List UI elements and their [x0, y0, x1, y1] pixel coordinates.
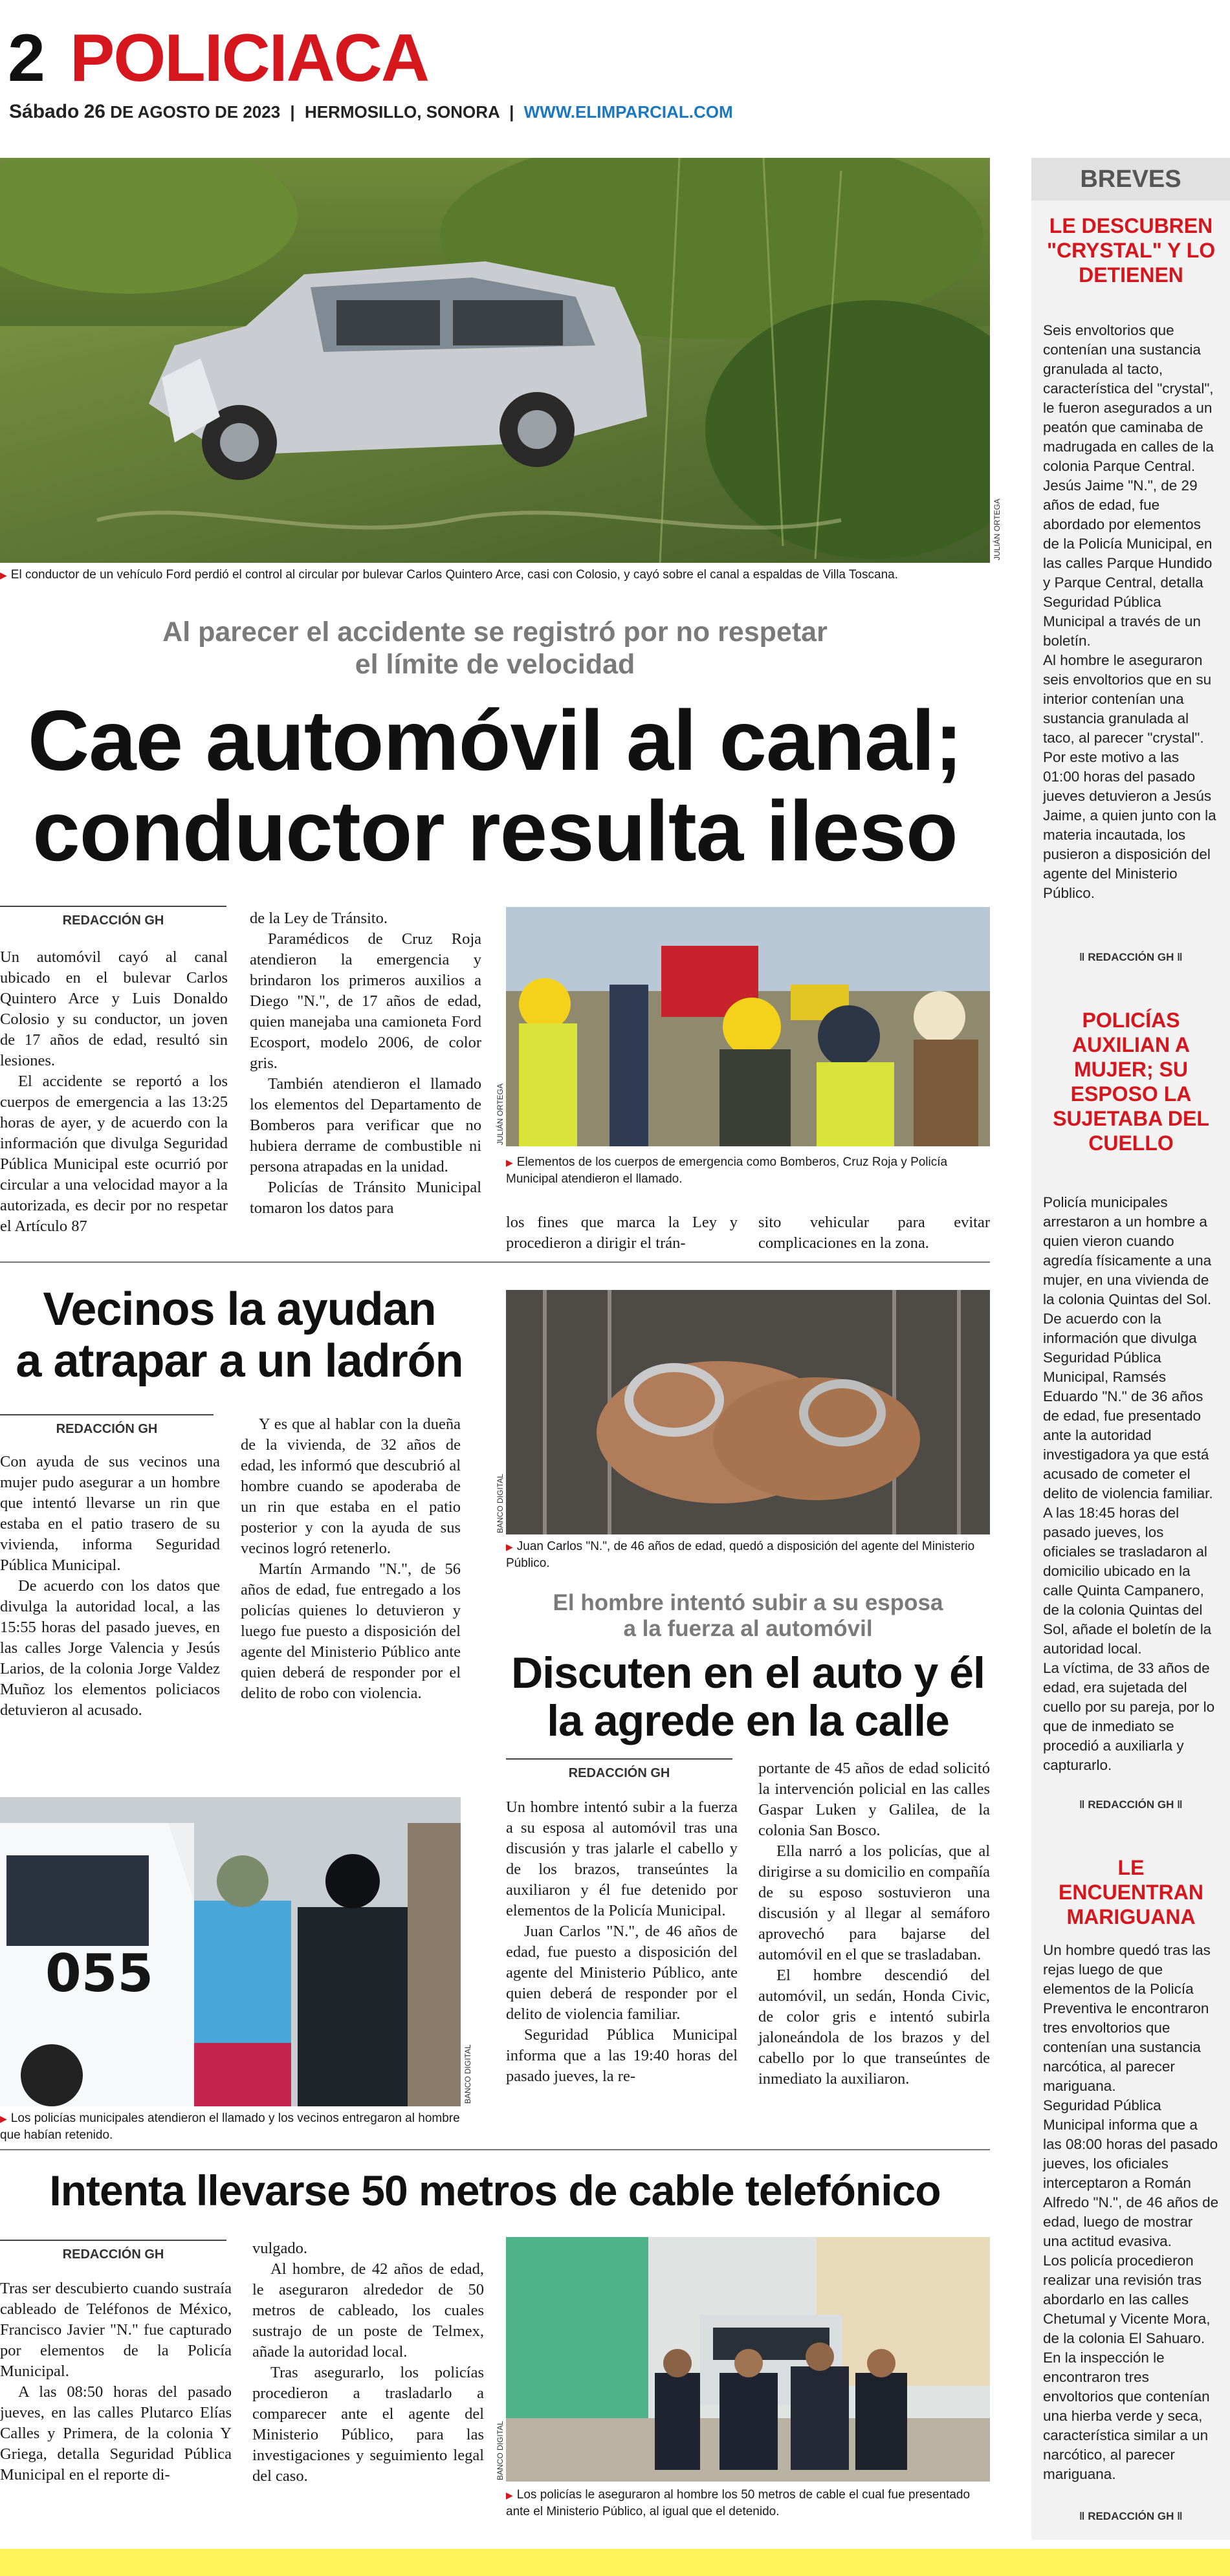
city: HERMOSILLO, SONORA: [304, 102, 500, 122]
paragraph: Y es que al hablar con la dueña de la vivienda, de 32 años de edad, les informó que descubrió al hombre cuando se apoderaba de un rin que estaba en el patio posterior y con la ayuda de sus vecinos logró retenerlo.: [241, 1415, 461, 1557]
separator: |: [509, 102, 514, 122]
dateline: [9, 101, 733, 123]
paragraph: vulgado.: [252, 2240, 308, 2257]
caption-marker-icon: ▶: [506, 1157, 513, 1168]
story4-column-1: [0, 2278, 232, 2485]
paragraph: Tras asegurarlo, los policías procedieron a trasladarlo a comparecer ante el agente del Ministerio Público, para las investigaciones y seguimiento legal del caso.: [252, 2364, 484, 2485]
photo-credit: BANCO DIGITAL: [496, 1474, 505, 1533]
photo-caption: ▶ Los policías municipales atendieron el llamado y los vecinos entregaron al hombre que habían retenido.: [0, 2112, 460, 2142]
photo-credit: JULIÁN ORTEGA: [496, 1083, 505, 1145]
paragraph: El hombre descendió del automóvil, un sedán, Honda Civic, de color gris e intentó subirla jaloneándola de los brazos y del cabello por lo que transeúntes de inmediato la auxiliaron.: [758, 1967, 990, 2088]
paragraph: portante de 45 años de edad solicitó la intervención policial en las calles Gaspar Luken y Galilea, de la colonia San Bosco.: [758, 1760, 990, 1839]
paragraph: Policías de Tránsito Municipal tomaron los datos para: [250, 1179, 481, 1217]
story1-column-1: [0, 947, 228, 1237]
sidebar-title: BREVES: [1031, 158, 1230, 201]
story1-headline-line2: conductor resulta ileso: [32, 783, 958, 879]
story3-kicker-line2: a la fuerza al automóvil: [623, 1616, 873, 1641]
story2-headline-line1: Vecinos la ayudan: [43, 1283, 436, 1335]
paragraph: Martín Armando "N.", de 56 años de edad, fue entregado a los policías quienes lo detuvieron y luego fue puesto a disposición del agente del Ministerio Público ante quien deberá de responder por el delito de robo con violencia.: [241, 1560, 461, 1702]
story4-column-2: [252, 2238, 484, 2487]
separator: |: [290, 102, 295, 122]
story3-column-2: [758, 1758, 990, 2090]
divider: [0, 2149, 990, 2150]
story3-headline-line2: la agrede en la calle: [547, 1696, 949, 1745]
photo-caption: ▶ Elementos de los cuerpos de emergencia como Bomberos, Cruz Roja y Policía Municipal atendieron el llamado.: [506, 1155, 948, 1186]
paragraph: Paramédicos de Cruz Roja atendieron la emergencia y brindaron los primeros auxilios a Diego "N.", de 17 años de edad, quien manejaba una camioneta Ford Ecosport, modelo 2006, de color gris.: [250, 930, 481, 1072]
story4-byline: REDACCIÓN GH: [0, 2240, 226, 2262]
story2-byline: REDACCIÓN GH: [0, 1414, 214, 1437]
story1-kicker-line1: Al parecer el accidente se registró por no respetar: [162, 617, 828, 648]
story3-column-1: [506, 1797, 738, 2087]
story3-headline-line1: Discuten en el auto y él: [511, 1648, 985, 1697]
brief3-body: [1043, 1941, 1219, 2484]
brief2-body: [1043, 1193, 1219, 1775]
paragraph: También atendieron el llamado los elementos del Departamento de Bomberos para verificar que no hubiera derrame de combustible ni persona atrapadas en la unidad.: [250, 1075, 481, 1175]
brief1-body: [1043, 321, 1219, 903]
canal-car-photo: [0, 158, 990, 563]
paragraph: Un automóvil cayó al canal ubicado en el bulevar Carlos Quintero Arce y Luis Donaldo Colosio y su conductor, un joven de 17 años de edad, resultó sin lesiones.: [0, 948, 228, 1069]
story3-byline: REDACCIÓN GH: [506, 1758, 732, 1781]
brief3-title: LE ENCUENTRAN MARIGUANA: [1059, 1856, 1203, 1928]
story2-column-2: [241, 1414, 461, 1704]
page-number: 2: [8, 21, 45, 96]
paragraph: Seguridad Pública Municipal informa que a las 19:40 horas del pasado jueves, la re-: [506, 2026, 738, 2085]
paragraph: Los policía procedieron realizar una revisión tras abordarlo en las calles Chetumal y Vicente Mora, de la colonia El Sahuaro.: [1043, 2253, 1211, 2346]
story3-kicker-line1: El hombre intentó subir a su esposa: [553, 1590, 943, 1615]
paragraph: Al hombre, de 42 años de edad, le aseguraron alrededor de 50 metros de cableado, los cuales sustrajo de un poste de Telmex, añade la autoridad local.: [252, 2260, 484, 2361]
footer-band: [0, 2549, 1230, 2576]
paragraph: de la Ley de Tránsito.: [250, 910, 388, 927]
paragraph: A las 18:45 horas del pasado jueves, los oficiales se trasladaron al domicilio ubicado en la calle Quinta Campanero, de la colonia Quintas del Sol, añade el boletín de la autoridad local.: [1043, 1505, 1212, 1657]
svg-text:055: 055: [45, 1943, 153, 2003]
emergency-crew-photo: [506, 907, 990, 1146]
paragraph: Un hombre intentó subir a la fuerza a su esposa al automóvil tras una discusión y tras jalarle el cabello y de los brazos, transeúntes la auxiliaron y él fue detenido por elementos de la Policía Municipal.: [506, 1798, 738, 1919]
handcuffs-photo: [506, 1290, 990, 1534]
paragraph: Jesús Jaime "N.", de 29 años de edad, fue abordado por elementos de la Policía Municipal, en las calles Parque Hundido y Parque Central, detalla Seguridad Pública Municipal a través de un boletín.: [1043, 477, 1213, 649]
paragraph: Juan Carlos "N.", de 46 años de edad, fue puesto a disposición del agente del Ministerio Público, ante quien deberá de responder por el delito de violencia familiar.: [506, 1923, 738, 2023]
paragraph: La víctima, de 33 años de edad, era sujetada del cuello por su pareja, por lo que de inmediato se procedió a auxiliarla y capturarlo.: [1043, 1660, 1215, 1773]
paragraph: Tras ser descubierto cuando sustraía cableado de Teléfonos de México, Francisco Javier "N." fue capturado por elementos de la Policía Municipal.: [0, 2280, 232, 2380]
photo-caption: ▶ El conductor de un vehículo Ford perdió el control al circular por bulevar Carlos Quintero Arce, casi con Colosio, y cayó sobre el canal a espaldas de Villa Toscana.: [0, 568, 898, 582]
divider: [0, 1261, 990, 1263]
section-title: POLICIACA: [70, 21, 428, 96]
paragraph: Ella narró a los policías, que al dirigirse a su domicilio en compañía de su esposo sostuvieron una discusión y al llegar al semáforo aprovechó para bajarse del automóvil en el que se trasladaban.: [758, 1842, 990, 1963]
day: 26: [83, 101, 105, 122]
story4-headline: Intenta llevarse 50 metros de cable telefónico: [49, 2167, 941, 2214]
brief3-byline: ‖ REDACCIÓN GH ‖: [1079, 2510, 1183, 2522]
cable-arrest-photo: [506, 2237, 990, 2482]
date-rest: DE AGOSTO DE 2023: [110, 102, 281, 122]
story2-column-1: [0, 1452, 220, 1721]
paragraph: los fines que marca la Ley y procedieron a dirigir el trán-: [506, 1214, 738, 1252]
photo-caption: ▶ Los policías le aseguraron al hombre los 50 metros de cable el cual fue presentado ante el Ministerio Público, al igual que el detenido.: [506, 2488, 971, 2518]
police-arrest-photo: [0, 1797, 461, 2106]
paragraph: Seguridad Pública Municipal informa que a las 08:00 horas del pasado jueves, los oficiales interceptaron a Román Alfredo "N.", de 46 años de edad, luego de mostrar una actitud evasiva.: [1043, 2097, 1219, 2249]
story1-column-3: [506, 1212, 738, 1254]
story1-byline: REDACCIÓN GH: [0, 906, 226, 928]
paragraph: Policía municipales arrestaron a un hombre a quien vieron cuando agredía físicamente a una mujer, en una vivienda de la colonia Quintas del Sol.: [1043, 1194, 1212, 1307]
paragraph: Con ayuda de sus vecinos una mujer pudo asegurar a un hombre que intentó llevarse un rin que estaba en el patio trasero de su vivienda, informa Seguridad Pública Municipal.: [0, 1453, 220, 1574]
caption-marker-icon: ▶: [506, 1542, 513, 1552]
brief2-title: POLICÍAS AUXILIAN A MUJER; SU ESPOSO LA SUJETABA DEL CUELLO: [1053, 1009, 1209, 1155]
photo-credit: BANCO DIGITAL: [496, 2421, 505, 2480]
story1-headline-line1: Cae automóvil al canal;: [27, 693, 963, 788]
paragraph: Seis envoltorios que contenían una sustancia granulada al tacto, característica del "crystal", le fueron asegurados a un peatón que caminaba de madrugada en calles de la colonia Parque Central.: [1043, 322, 1214, 474]
brief1-byline: ‖ REDACCIÓN GH ‖: [1079, 951, 1183, 963]
story1-kicker-line2: el límite de velocidad: [355, 649, 635, 680]
photo-credit: JULIÁN ORTEGA: [993, 498, 1002, 560]
paragraph: Al hombre le aseguraron seis envoltorios que en su interior contenían una sustancia granulada al taco, al parecer "crystal". Por este motivo a las 01:00 horas del pasado jueves detuvieron a Jesús Jaime, a quien junto con la materia incautada, los pusieron a disposición del agente del Ministerio Público.: [1043, 652, 1216, 901]
photo-caption: ▶ Juan Carlos "N.", de 46 años de edad, quedó a disposición del agente del Ministerio Público.: [506, 1540, 975, 1570]
paragraph: Un hombre quedó tras las rejas luego de que elementos de la Policía Preventiva le encontraron tres envoltorios que contenían una sustancia narcótica, al parecer mariguana.: [1043, 1942, 1211, 2094]
photo-credit: BANCO DIGITAL: [463, 2044, 472, 2104]
brief1-title: LE DESCUBREN "CRYSTAL" Y LO DETIENEN: [1046, 214, 1216, 287]
caption-marker-icon: ▶: [506, 2490, 513, 2500]
website-link[interactable]: WWW.ELIMPARCIAL.COM: [523, 102, 733, 122]
paragraph: En la inspección le encontraron tres envoltorios que contenían una hierba verde y seca, característica similar a un narcótico, al parecer mariguana.: [1043, 2350, 1210, 2482]
paragraph: De acuerdo con los datos que divulga la autoridad local, a las 15:55 horas del pasado jueves, en las calles Jorge Valencia y Jesús Larios, de la colonia Jorge Valdez Muñoz los elementos policiacos detuvieron al acusado.: [0, 1577, 220, 1719]
paragraph: A las 08:50 horas del pasado jueves, en las calles Plutarco Elías Calles y Primera, de la colonia Y Griega, detalla Seguridad Pública Municipal en el reporte di-: [0, 2383, 232, 2483]
weekday: Sábado: [9, 101, 80, 122]
story1-column-4: [758, 1212, 990, 1254]
paragraph: El accidente se reportó a los cuerpos de emergencia a las 13:25 horas de ayer, y de acuerdo con la información que divulga Seguridad Pública Municipal este ocurrió por circular a una velocidad mayor a la autorizada, es decir por no respetar el Artículo 87: [0, 1073, 228, 1235]
paragraph: sito vehicular para evitar complicaciones en la zona.: [758, 1214, 990, 1252]
story2-headline-line2: a atrapar a un ladrón: [16, 1335, 463, 1387]
paragraph: De acuerdo con la información que divulga Seguridad Pública Municipal, Ramsés Eduardo "N." de 36 años de edad, fue presentado ante la autoridad investigadora ya que está acusado de cometer el delito de violencia familiar.: [1043, 1311, 1213, 1501]
brief2-byline: ‖ REDACCIÓN GH ‖: [1079, 1798, 1183, 1811]
caption-marker-icon: ▶: [0, 570, 7, 580]
caption-marker-icon: ▶: [0, 2113, 7, 2124]
story1-column-2: [250, 908, 481, 1219]
